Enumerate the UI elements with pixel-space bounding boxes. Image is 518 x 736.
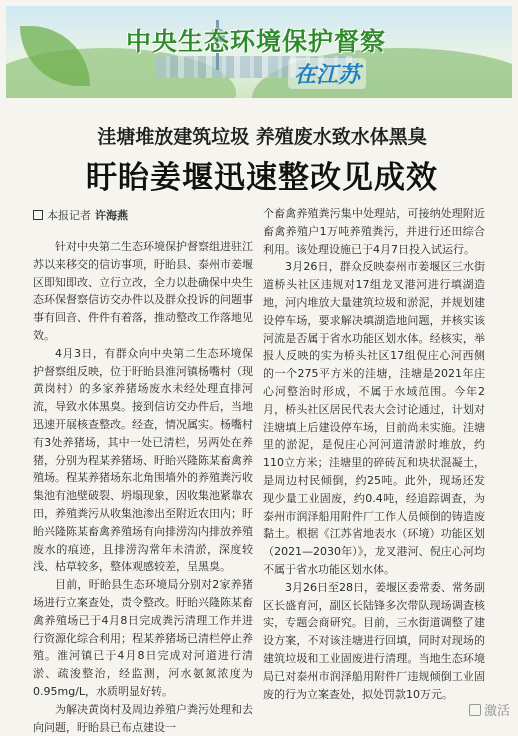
paragraph: 目前，盱眙县生态环境局分别对2家养猪场进行立案查处，责令整改。盱眙兴隆陈某畜禽养殖场已于4月8日完成粪污清理工作并进行资源化综合利用；程某养猪场已清栏停止养殖。淮河镇已于4月8日完成对河道进行清淤、疏浚整治，经监测，河水氨氮浓度为0.95mg/L，水质明显好转。 [33,578,253,698]
watermark-icon [469,704,481,716]
square-icon [33,210,43,220]
article-headline: 盱眙姜堰迅速整改见成效 [86,160,438,196]
banner-subtitle: 在江苏 [288,58,366,89]
paragraph: 3月26日至28日，姜堰区委常委、常务副区长盛育河，副区长陆锋多次带队现场调查核实，专题会商研究。目前，三水街道调整了建设方案，不对该洼塘进行回填，同时对现场的建筑垃圾和工业固废进行清理。当地生态环境局已对泰州市润泽船用附件厂违规倾倒工业固废的行为立案查处，拟处罚款10万元。 [263,580,485,701]
right-column [263,205,485,703]
paragraph: 个畜禽养殖粪污集中处理站，可接纳处理附近畜禽养殖户1万吨养殖粪污，并进行还田综合利用。该处理设施已于4月7日投入试运行。 [263,207,485,256]
header-banner [6,6,512,98]
paragraph: 为解决黄岗村及周边养殖户粪污处理和去向问题，盱眙县已布点建设一 [33,702,253,734]
article-kicker: 洼塘堆放建筑垃圾 养殖废水致水体黑臭 [97,126,427,148]
watermark [469,700,510,719]
paragraph: 针对中央第二生态环境保护督察组进驻江苏以来移交的信访事项，盱眙县、泰州市姜堰区即知即改、立行立改，全力以赴确保中央生态环保督察信访交办件以及群众投诉的问题事事有回音、件件有着落，推动整改工作落地见效。 [33,240,253,342]
paragraph: 4月3日，有群众向中央第二生态环境保护督察组反映，位于盱眙县淮河镇杨嘴村（现黄岗村）的多家养猪场废水未经处理直排河流，导致水体黑臭。接到信访交办件后，当地迅速开展核查整改。经查，情况属实。杨嘴村有3处养猪场，其中一处已清栏，另两处在养猪，分别为程某养猪场、盱眙兴隆陈某畜禽养殖场。程某养猪场东北角围墙外的养殖粪污收集池有池壁破裂、坍塌现象，因收集池紧靠农田，养殖粪污从收集池渗出至附近农田内；盱眙兴隆陈某畜禽养殖场有向排涝沟内排放养殖废水的痕迹，且排涝沟常年未清淤，深度较浅、枯草较多，整体观感较差，呈黑臭。 [33,346,253,574]
byline-name: 许海燕 [95,209,128,222]
watermark-text: 激活 [483,704,510,719]
paragraph: 3月26日，群众反映泰州市姜堰区三水街道桥头社区违规对17组龙叉港河进行填湖造地，河内堆放大量建筑垃圾和淤泥，并规划建设停车场，要求解决填湖造地问题，并核实该河流是否属于省水功能区划水体。经核实，举报人反映的实为桥头社区17组倪庄心河西侧的一个275平方米的洼塘，洼塘是2021年庄心河整治时形成，不属于水域范围。今年2月，桥头社区居民代表大会讨论通过，计划对洼塘填上后建设停车场，目前尚未实施。洼塘里的淤泥，是倪庄心河河道清淤时堆放，约110立方米；洼塘里的碎砖瓦和块状混凝土，是周边村民倾倒，约25吨。此外，现场还发现少量工业固废，约0.4吨，经追踪调查，为泰州市润泽船用附件厂工作人员倾倒的铸造废黏土。根据《江苏省地表水（环境）功能区划（2021—2030年）》，龙叉港河、倪庄心河均不属于省水功能区划水体。 [263,260,485,576]
left-column [33,238,253,736]
byline [33,207,128,223]
banner-title: 中央生态环境保护督察 [126,27,387,56]
byline-prefix: 本报记者 [47,209,91,222]
